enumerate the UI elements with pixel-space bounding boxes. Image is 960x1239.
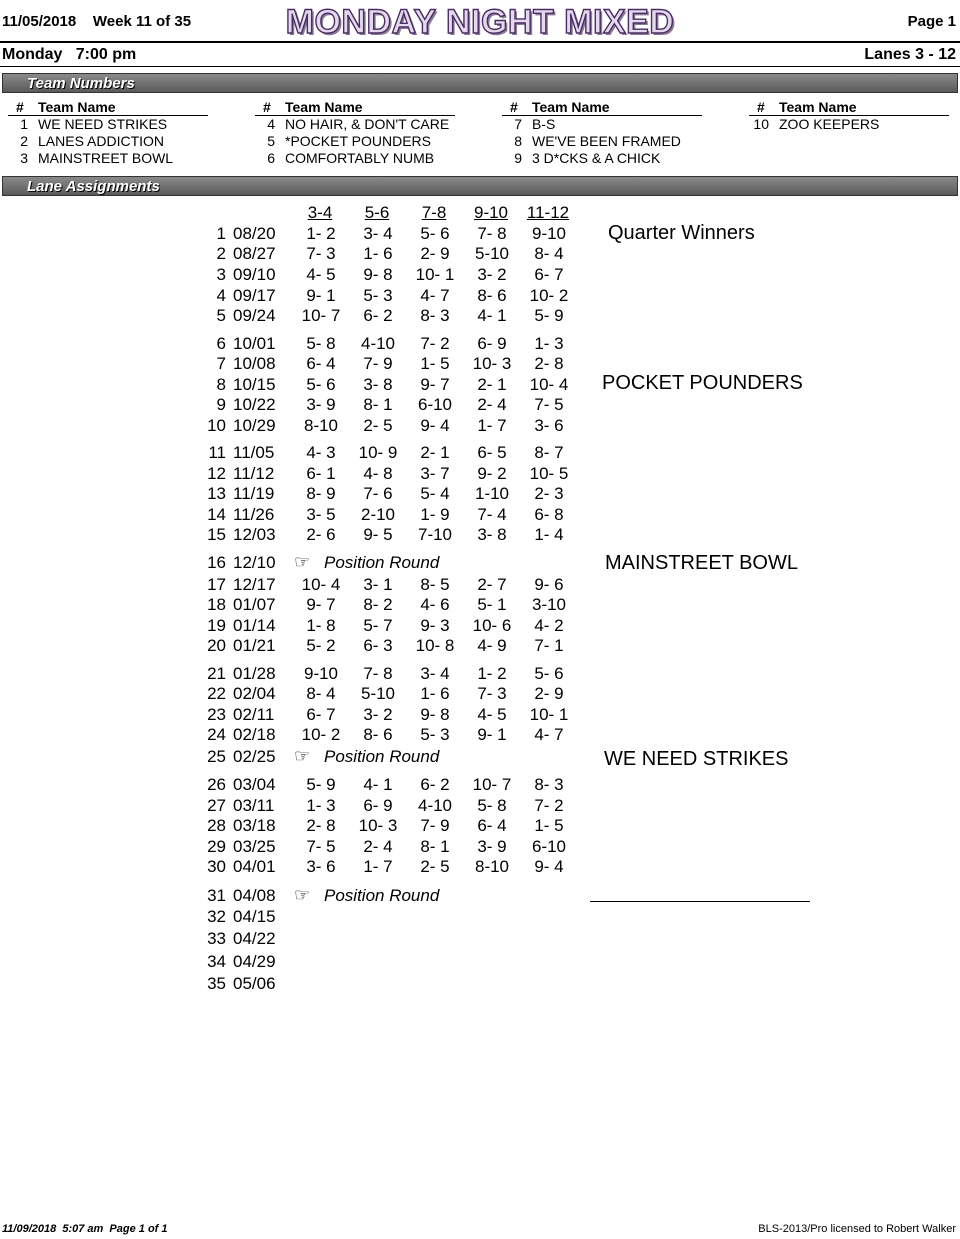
lane-pairing: 3-10 bbox=[531, 595, 567, 614]
week-number: 14 bbox=[207, 505, 226, 524]
lane-pairing: 3- 2 bbox=[477, 265, 507, 284]
lane-pairing: 4- 1 bbox=[477, 306, 507, 325]
lane-pairing: 1- 7 bbox=[477, 416, 507, 435]
lane-pairing: 5- 2 bbox=[306, 636, 336, 655]
lane-pairing: 4- 5 bbox=[306, 265, 336, 284]
lane-pairing: 2- 5 bbox=[420, 857, 450, 876]
week-date: 12/03 bbox=[233, 525, 276, 544]
team-number-header: # bbox=[16, 99, 24, 115]
lane-pairing: 2- 5 bbox=[363, 416, 393, 435]
lane-pairing: 6- 4 bbox=[477, 816, 507, 835]
week-number: 16 bbox=[207, 553, 226, 572]
page-number: Page 1 bbox=[907, 13, 956, 30]
lane-pairing: 3- 7 bbox=[420, 464, 450, 483]
lane-pairing: 6-10 bbox=[531, 837, 567, 856]
week-date: 10/01 bbox=[233, 334, 276, 353]
lane-pairing: 1- 2 bbox=[477, 664, 507, 683]
lane-pairing: 5- 6 bbox=[534, 664, 564, 683]
lane-header: 3-4 bbox=[307, 203, 333, 222]
lane-pairing: 1- 6 bbox=[420, 684, 450, 703]
day-time: Monday 7:00 pm bbox=[2, 46, 137, 63]
week-date: 03/11 bbox=[233, 796, 275, 815]
lane-pairing: 6- 2 bbox=[420, 775, 450, 794]
week-number: 26 bbox=[207, 775, 226, 794]
week-date: 12/10 bbox=[233, 553, 276, 572]
week-date: 10/08 bbox=[233, 354, 276, 373]
quarter-winner-1: POCKET POUNDERS bbox=[602, 372, 803, 394]
lane-pairing: 5- 9 bbox=[534, 306, 564, 325]
lane-pairing: 7- 3 bbox=[306, 244, 336, 263]
lane-pairing: 5- 9 bbox=[306, 775, 336, 794]
lane-pairing: 9- 7 bbox=[306, 595, 336, 614]
team-name: 3 D*CKS & A CHICK bbox=[532, 150, 661, 166]
pointing-hand-icon: ☞ bbox=[294, 552, 311, 572]
lane-pairing: 7- 5 bbox=[534, 395, 564, 414]
lane-pairing: 3- 1 bbox=[363, 575, 393, 594]
lane-pairing: 8- 6 bbox=[363, 725, 393, 744]
team-number: 5 bbox=[267, 133, 275, 149]
week-number: 32 bbox=[207, 907, 226, 926]
lane-pairing: 5- 6 bbox=[306, 375, 336, 394]
week-date: 04/08 bbox=[233, 886, 276, 905]
lane-pairing: 1- 6 bbox=[363, 244, 393, 263]
week-date: 11/19 bbox=[233, 484, 275, 503]
lane-pairing: 5- 1 bbox=[477, 595, 507, 614]
lane-pairing: 4- 5 bbox=[477, 705, 507, 724]
lane-pairing: 1- 9 bbox=[420, 505, 450, 524]
lane-pairing: 10- 5 bbox=[529, 464, 569, 483]
lane-pairing: 3- 6 bbox=[534, 416, 564, 435]
lane-pairing: 7- 2 bbox=[420, 334, 450, 353]
week-number: 20 bbox=[207, 636, 226, 655]
team-numbers-heading: Team Numbers bbox=[27, 75, 135, 92]
lane-pairing: 10- 2 bbox=[301, 725, 341, 744]
lane-pairing: 8- 4 bbox=[534, 244, 564, 263]
week-number: 17 bbox=[207, 575, 226, 594]
week-number: 11 bbox=[208, 443, 226, 462]
lane-pairing: 3- 8 bbox=[363, 375, 393, 394]
week-date: 02/04 bbox=[233, 684, 276, 703]
lane-pairing: 6- 7 bbox=[306, 705, 336, 724]
team-number: 9 bbox=[514, 150, 522, 166]
lane-pairing: 8-10 bbox=[303, 416, 339, 435]
week-number: 4 bbox=[216, 286, 226, 305]
week-date: 03/25 bbox=[233, 837, 276, 856]
lane-pairing: 2- 4 bbox=[477, 395, 507, 414]
week-number: 23 bbox=[207, 705, 226, 724]
week-number: 19 bbox=[207, 616, 226, 635]
week-number: 6 bbox=[216, 334, 226, 353]
lane-pairing: 3- 2 bbox=[363, 705, 393, 724]
lane-pairing: 6- 9 bbox=[363, 796, 393, 815]
lane-pairing: 6- 8 bbox=[534, 505, 564, 524]
lane-pairing: 4- 8 bbox=[363, 464, 393, 483]
lane-pairing: 2-10 bbox=[360, 505, 396, 524]
team-name: LANES ADDICTION bbox=[38, 133, 165, 149]
lane-pairing: 3- 8 bbox=[477, 525, 507, 544]
lane-pairing: 6- 3 bbox=[363, 636, 393, 655]
week-date: 08/20 bbox=[233, 224, 276, 243]
lane-pairing: 5-10 bbox=[360, 684, 396, 703]
lane-pairing: 3- 5 bbox=[306, 505, 336, 524]
team-name: WE'VE BEEN FRAMED bbox=[532, 133, 681, 149]
week-date: 09/17 bbox=[233, 286, 276, 305]
team-name: *POCKET POUNDERS bbox=[285, 133, 431, 149]
lane-pairing: 3- 6 bbox=[306, 857, 336, 876]
week-date: 10/29 bbox=[233, 416, 276, 435]
week-number: 1 bbox=[216, 224, 226, 243]
week-date: 01/21 bbox=[233, 636, 276, 655]
lane-pairing: 3- 4 bbox=[420, 664, 450, 683]
lane-pairing: 6- 1 bbox=[306, 464, 336, 483]
lane-header: 5-6 bbox=[364, 203, 390, 222]
week-number: 25 bbox=[207, 747, 226, 766]
lane-pairing: 8- 5 bbox=[420, 575, 450, 594]
lane-pairing: 10- 4 bbox=[301, 575, 341, 594]
lane-pairing: 8- 3 bbox=[420, 306, 450, 325]
week-number: 30 bbox=[207, 857, 226, 876]
lane-pairing: 9- 8 bbox=[363, 265, 393, 284]
lane-pairing: 6-10 bbox=[417, 395, 453, 414]
lane-pairing: 1- 5 bbox=[420, 354, 450, 373]
week-date: 05/06 bbox=[233, 974, 276, 993]
position-round-label: Position Round bbox=[324, 886, 440, 905]
team-name: NO HAIR, & DON'T CARE bbox=[285, 116, 450, 132]
lane-pairing: 4- 7 bbox=[420, 286, 450, 305]
week-date: 02/11 bbox=[233, 705, 275, 724]
week-date: 09/10 bbox=[233, 265, 276, 284]
lane-pairing: 1- 8 bbox=[306, 616, 336, 635]
lane-pairing: 5- 8 bbox=[306, 334, 336, 353]
lane-pairing: 9- 4 bbox=[534, 857, 564, 876]
lane-pairing: 9- 4 bbox=[420, 416, 450, 435]
lane-pairing: 4- 2 bbox=[534, 616, 564, 635]
lane-pairing: 6- 5 bbox=[477, 443, 507, 462]
lane-pairing: 7- 5 bbox=[306, 837, 336, 856]
team-number: 10 bbox=[753, 116, 769, 132]
week-date: 03/18 bbox=[233, 816, 276, 835]
lane-pairing: 9- 5 bbox=[363, 525, 393, 544]
lane-pairing: 10- 7 bbox=[301, 306, 341, 325]
lane-pairing: 10- 3 bbox=[358, 816, 398, 835]
lane-pairing: 7- 9 bbox=[420, 816, 450, 835]
team-number: 2 bbox=[20, 133, 28, 149]
team-name-header: Team Name bbox=[779, 99, 857, 115]
lane-pairing: 4- 9 bbox=[477, 636, 507, 655]
lane-pairing: 8- 9 bbox=[306, 484, 336, 503]
week-date: 02/25 bbox=[233, 747, 276, 766]
team-number: 3 bbox=[20, 150, 28, 166]
lane-pairing: 9- 7 bbox=[420, 375, 450, 394]
week-date: 10/22 bbox=[233, 395, 276, 414]
footer-print-info: 11/09/2018 5:07 am Page 1 of 1 bbox=[2, 1223, 168, 1235]
lane-pairing: 2- 1 bbox=[420, 443, 450, 462]
lane-pairing: 8- 4 bbox=[306, 684, 336, 703]
lane-pairing: 10- 4 bbox=[529, 375, 569, 394]
lane-pairing: 9-10 bbox=[531, 224, 567, 243]
lane-pairing: 3- 4 bbox=[363, 224, 393, 243]
week-number: 24 bbox=[207, 725, 226, 744]
week-number: 5 bbox=[216, 306, 226, 325]
team-number: 7 bbox=[514, 116, 522, 132]
lane-pairing: 8- 2 bbox=[363, 595, 393, 614]
lane-pairing: 9- 3 bbox=[420, 616, 450, 635]
lane-pairing: 4- 6 bbox=[420, 595, 450, 614]
lane-pairing: 6- 9 bbox=[477, 334, 507, 353]
team-number: 6 bbox=[267, 150, 275, 166]
week-number: 15 bbox=[207, 525, 226, 544]
quarter-winner-4-blank-line bbox=[590, 901, 810, 902]
pointing-hand-icon: ☞ bbox=[294, 746, 311, 766]
lane-pairing: 10- 1 bbox=[415, 265, 455, 284]
lane-pairing: 6- 4 bbox=[306, 354, 336, 373]
team-name-header: Team Name bbox=[285, 99, 363, 115]
lane-header: 7-8 bbox=[421, 203, 447, 222]
lane-assignments-heading: Lane Assignments bbox=[27, 178, 160, 195]
team-name: WE NEED STRIKES bbox=[38, 116, 168, 132]
lane-pairing: 5- 3 bbox=[363, 286, 393, 305]
week-date: 04/22 bbox=[233, 929, 276, 948]
lane-pairing: 5- 3 bbox=[420, 725, 450, 744]
lane-pairing: 8- 3 bbox=[534, 775, 564, 794]
week-number: 9 bbox=[216, 395, 226, 414]
team-number: 4 bbox=[267, 116, 275, 132]
lane-pairing: 2- 4 bbox=[363, 837, 393, 856]
lane-pairing: 3- 9 bbox=[306, 395, 336, 414]
lane-header: 11-12 bbox=[526, 203, 570, 222]
footer-license: BLS-2013/Pro licensed to Robert Walker bbox=[758, 1223, 956, 1235]
week-date: 11/26 bbox=[233, 505, 275, 524]
week-number: 12 bbox=[207, 464, 226, 483]
lane-pairing: 5- 6 bbox=[420, 224, 450, 243]
week-date: 09/24 bbox=[233, 306, 276, 325]
lane-pairing: 8- 1 bbox=[363, 395, 393, 414]
week-number: 33 bbox=[207, 929, 226, 948]
week-number: 22 bbox=[207, 684, 226, 703]
lane-pairing: 2- 8 bbox=[306, 816, 336, 835]
position-round-label: Position Round bbox=[324, 553, 440, 572]
lane-pairing: 7- 8 bbox=[477, 224, 507, 243]
team-number-header: # bbox=[757, 99, 765, 115]
week-number: 10 bbox=[207, 416, 226, 435]
week-number: 7 bbox=[216, 354, 226, 373]
week-number: 8 bbox=[216, 375, 226, 394]
week-number: 21 bbox=[207, 664, 226, 683]
week-number: 34 bbox=[207, 952, 226, 971]
lane-pairing: 8- 7 bbox=[534, 443, 564, 462]
lane-pairing: 5- 7 bbox=[363, 616, 393, 635]
week-date: 03/04 bbox=[233, 775, 276, 794]
week-date: 04/15 bbox=[233, 907, 276, 926]
lane-pairing: 7- 2 bbox=[534, 796, 564, 815]
lane-pairing: 9- 2 bbox=[477, 464, 507, 483]
lane-pairing: 4-10 bbox=[360, 334, 396, 353]
week-number: 28 bbox=[207, 816, 226, 835]
lane-pairing: 10- 1 bbox=[529, 705, 569, 724]
lane-pairing: 9- 8 bbox=[420, 705, 450, 724]
quarter-winner-3: WE NEED STRIKES bbox=[604, 748, 789, 770]
lane-pairing: 2- 6 bbox=[306, 525, 336, 544]
lane-header: 9-10 bbox=[473, 203, 509, 222]
team-name: COMFORTABLY NUMB bbox=[285, 150, 435, 166]
lane-pairing: 3- 9 bbox=[477, 837, 507, 856]
lane-pairing: 9- 1 bbox=[306, 286, 336, 305]
lane-pairing: 2- 1 bbox=[477, 375, 507, 394]
lane-pairing: 4- 3 bbox=[306, 443, 336, 462]
week-date: 10/15 bbox=[233, 375, 276, 394]
lane-pairing: 6- 7 bbox=[534, 265, 564, 284]
lane-pairing: 10- 3 bbox=[472, 354, 512, 373]
lane-pairing: 8- 1 bbox=[420, 837, 450, 856]
week-date: 02/18 bbox=[233, 725, 276, 744]
lane-pairing: 1- 3 bbox=[534, 334, 564, 353]
week-date: 01/07 bbox=[233, 595, 276, 614]
lane-pairing: 9- 6 bbox=[534, 575, 564, 594]
lane-pairing: 6- 2 bbox=[363, 306, 393, 325]
lane-pairing: 1- 3 bbox=[306, 796, 336, 815]
team-number: 1 bbox=[20, 116, 28, 132]
lane-pairing: 8-10 bbox=[474, 857, 510, 876]
week-date: 01/14 bbox=[233, 616, 276, 635]
position-round-label: Position Round bbox=[324, 747, 440, 766]
week-number: 27 bbox=[207, 796, 226, 815]
week-date: 04/29 bbox=[233, 952, 276, 971]
lane-pairing: 4-10 bbox=[417, 796, 453, 815]
lane-pairing: 10- 2 bbox=[529, 286, 569, 305]
week-date: 01/28 bbox=[233, 664, 276, 683]
lane-pairing: 7-10 bbox=[417, 525, 453, 544]
quarter-winner-2: MAINSTREET BOWL bbox=[605, 552, 798, 574]
week-number: 3 bbox=[216, 265, 226, 284]
lane-pairing: 10- 7 bbox=[472, 775, 512, 794]
week-indicator: Week 11 of 35 bbox=[92, 13, 192, 30]
week-number: 2 bbox=[216, 244, 226, 263]
lane-pairing: 1-10 bbox=[474, 484, 510, 503]
lane-pairing: 2- 9 bbox=[534, 684, 564, 703]
lane-pairing: 7- 9 bbox=[363, 354, 393, 373]
week-date: 12/17 bbox=[233, 575, 276, 594]
lane-pairing: 1- 2 bbox=[306, 224, 336, 243]
team-number-header: # bbox=[510, 99, 518, 115]
lane-pairing: 7- 1 bbox=[534, 636, 564, 655]
lane-pairing: 5-10 bbox=[474, 244, 510, 263]
team-number-header: # bbox=[263, 99, 271, 115]
lane-pairing: 10- 8 bbox=[415, 636, 455, 655]
week-date: 04/01 bbox=[233, 857, 276, 876]
lane-pairing: 2- 9 bbox=[420, 244, 450, 263]
lane-pairing: 10- 9 bbox=[358, 443, 398, 462]
lane-pairing: 9- 1 bbox=[477, 725, 507, 744]
lane-pairing: 1- 4 bbox=[534, 525, 564, 544]
team-name: ZOO KEEPERS bbox=[779, 116, 880, 132]
week-number: 31 bbox=[207, 886, 226, 905]
quarter-winners-title: Quarter Winners bbox=[608, 222, 755, 244]
week-number: 35 bbox=[207, 974, 226, 993]
lane-pairing: 7- 8 bbox=[363, 664, 393, 683]
lane-pairing: 5- 4 bbox=[420, 484, 450, 503]
lanes-range: Lanes 3 - 12 bbox=[864, 46, 956, 63]
lane-pairing: 10- 6 bbox=[472, 616, 512, 635]
lane-pairing: 5- 8 bbox=[477, 796, 507, 815]
lane-pairing: 9-10 bbox=[303, 664, 339, 683]
lane-pairing: 4- 7 bbox=[534, 725, 564, 744]
lane-pairing: 7- 3 bbox=[477, 684, 507, 703]
week-date: 11/05 bbox=[233, 443, 275, 462]
team-name: B-S bbox=[532, 116, 556, 132]
week-date: 08/27 bbox=[233, 244, 276, 263]
lane-pairing: 2- 7 bbox=[477, 575, 507, 594]
week-date: 11/12 bbox=[233, 464, 275, 483]
team-name-header: Team Name bbox=[532, 99, 610, 115]
lane-pairing: 8- 6 bbox=[477, 286, 507, 305]
team-name: MAINSTREET BOWL bbox=[38, 150, 174, 166]
team-name-header: Team Name bbox=[38, 99, 116, 115]
lane-pairing: 2- 8 bbox=[534, 354, 564, 373]
lane-pairing: 7- 4 bbox=[477, 505, 507, 524]
lane-pairing: 1- 7 bbox=[363, 857, 393, 876]
week-number: 29 bbox=[207, 837, 226, 856]
lane-pairing: 2- 3 bbox=[534, 484, 564, 503]
lane-pairing: 7- 6 bbox=[363, 484, 393, 503]
league-title: MONDAY NIGHT MIXED bbox=[285, 3, 675, 41]
report-date: 11/05/2018 bbox=[2, 13, 77, 30]
pointing-hand-icon: ☞ bbox=[294, 885, 311, 905]
lane-pairing: 4- 1 bbox=[363, 775, 393, 794]
lane-pairing: 1- 5 bbox=[534, 816, 564, 835]
week-number: 13 bbox=[207, 484, 226, 503]
team-number: 8 bbox=[514, 133, 522, 149]
week-number: 18 bbox=[207, 595, 226, 614]
